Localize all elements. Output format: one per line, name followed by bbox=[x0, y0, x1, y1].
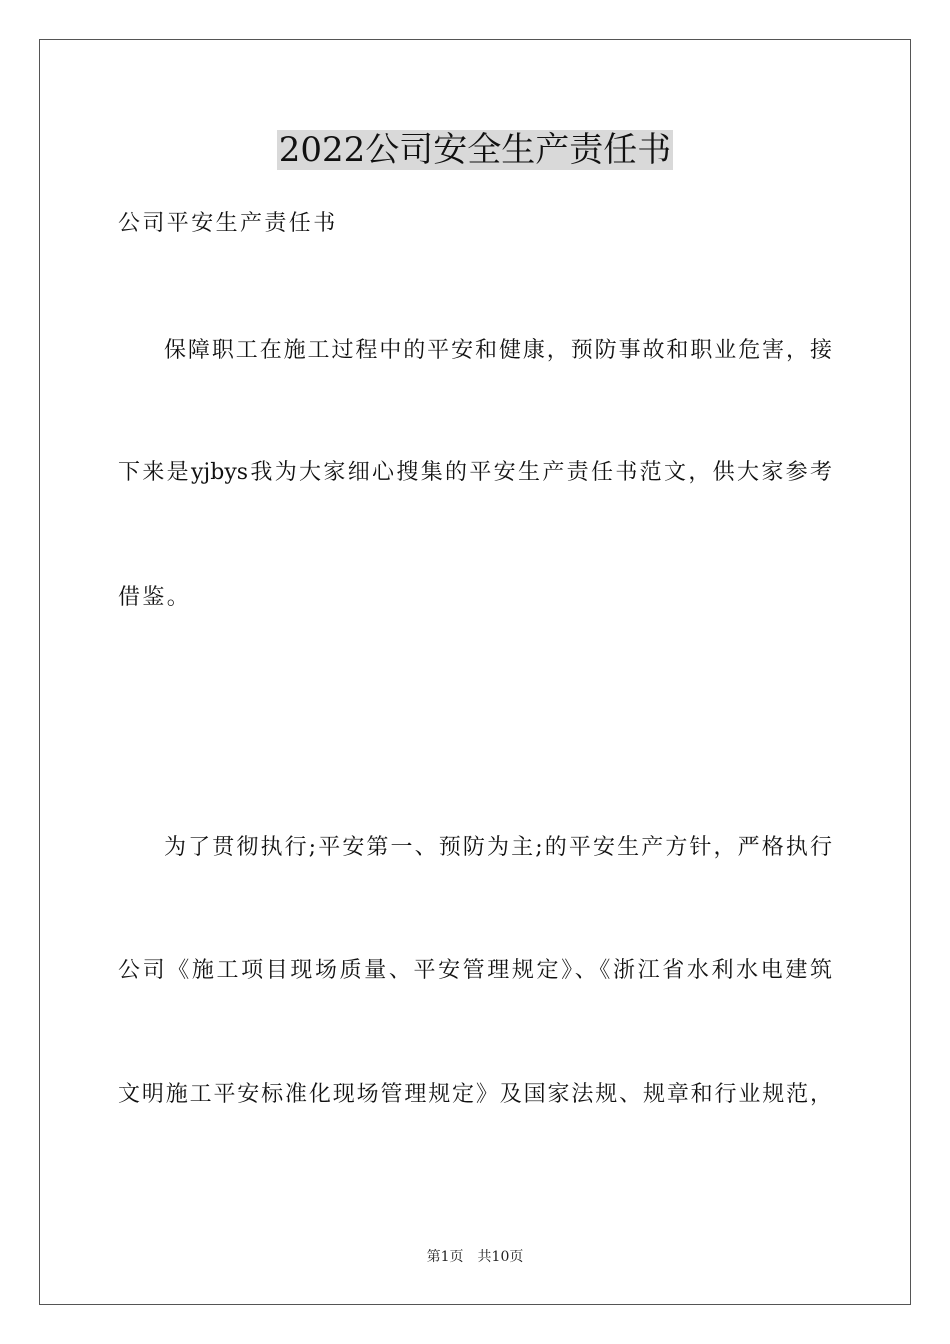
paragraph-2-line-3: 文明施工平安标准化现场管理规定》及国家法规、规章和行业规范， bbox=[118, 1082, 832, 1107]
page-total: 共10页 bbox=[477, 1249, 524, 1265]
page-number: 第1页 bbox=[426, 1249, 464, 1265]
paragraph-1-line-2: 下来是yjbys我为大家细心搜集的平安生产责任书范文，供大家参考 bbox=[118, 460, 832, 485]
paragraph-1-line-3: 借鉴。 bbox=[118, 585, 192, 610]
page-footer bbox=[0, 1248, 950, 1266]
document-title bbox=[0, 128, 950, 172]
paragraph-2-line-2: 公司《施工项目现场质量、平安管理规定》、《浙江省水利水电建筑 bbox=[118, 958, 832, 983]
document-title-text: 2022公司安全生产责任书 bbox=[278, 130, 672, 170]
document-subtitle: 公司平安生产责任书 bbox=[118, 211, 338, 236]
paragraph-2-line-1: 为了贯彻执行;平安第一、预防为主;的平安生产方针，严格执行 bbox=[164, 835, 832, 860]
paragraph-1-line-1: 保障职工在施工过程中的平安和健康，预防事故和职业危害，接 bbox=[164, 338, 832, 363]
